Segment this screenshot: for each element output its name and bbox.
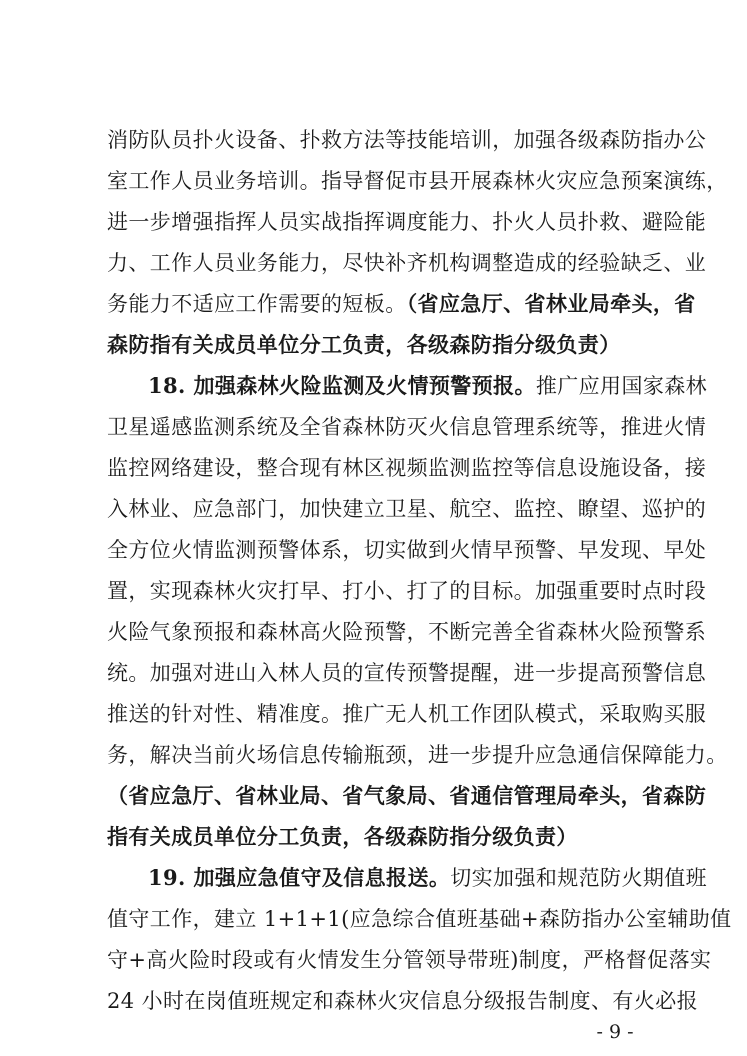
body-text-line: 力、工作人员业务能力，尽快补齐机构调整造成的经验缺乏、业	[107, 251, 707, 275]
body-text-line: 消防队员扑火设备、扑救方法等技能培训，加强各级森防指办公	[107, 128, 707, 152]
body-text-line: 火险气象预报和森林高火险预警，不断完善全省森林火险预警系	[107, 620, 707, 644]
section-18-heading-line: 18. 加强森林火险监测及火情预警预报。推广应用国家森林	[148, 373, 708, 398]
body-text-line: 置，实现森林火灾打早、打小、打了的目标。加强重要时点时段	[107, 579, 707, 603]
responsibility-note: （省应急厅、省林业局牵头，省	[406, 291, 696, 316]
body-text-line: 务能力不适应工作需要的短板。（省应急厅、省林业局牵头，省	[107, 291, 696, 316]
body-text-line: 守+高火险时段或有火情发生分管领导带班)制度，严格督促落实	[107, 948, 712, 972]
body-text-line: 值守工作，建立 1+1+1(应急综合值班基础+森防指办公室辅助值	[107, 907, 732, 931]
section-19-heading: 19. 加强应急值守及信息报送。	[148, 865, 451, 890]
body-text-line: 入林业、应急部门，加快建立卫星、航空、监控、瞭望、巡护的	[107, 497, 707, 521]
body-text-line: 全方位火情监测预警体系，切实做到火情早预警、早发现、早处	[107, 538, 707, 562]
body-text-line: 室工作人员业务培训。指导督促市县开展森林火灾应急预案演练，	[107, 169, 728, 193]
body-text-line: 监控网络建设，整合现有林区视频监测监控等信息设施设备，接	[107, 456, 707, 480]
responsibility-note-line: （省应急厅、省林业局、省气象局、省通信管理局牵头，省森防	[107, 783, 707, 808]
body-text-line: 推送的针对性、精准度。推广无人机工作团队模式，采取购买服	[107, 702, 707, 726]
responsibility-note-line: 森防指有关成员单位分工负责，各级森防指分级负责）	[107, 332, 621, 357]
body-text-line: 统。加强对进山入林人员的宣传预警提醒，进一步提高预警信息	[107, 661, 707, 685]
section-19-heading-line: 19. 加强应急值守及信息报送。切实加强和规范防火期值班	[148, 865, 708, 890]
responsibility-note-line: 指有关成员单位分工负责，各级森防指分级负责）	[107, 824, 578, 849]
body-text-line: 卫星遥感监测系统及全省森林防灭火信息管理系统等，推进火情	[107, 415, 707, 439]
body-text-line: 进一步增强指挥人员实战指挥调度能力、扑火人员扑救、避险能	[107, 210, 707, 234]
body-text-line: 务，解决当前火场信息传输瓶颈，进一步提升应急通信保障能力。	[107, 743, 728, 767]
section-18-heading: 18. 加强森林火险监测及火情预警预报。	[148, 373, 536, 398]
body-text-line: 24 小时在岗值班规定和森林火灾信息分级报告制度、有火必报	[107, 989, 698, 1013]
page-number: - 9 -	[596, 1021, 634, 1043]
